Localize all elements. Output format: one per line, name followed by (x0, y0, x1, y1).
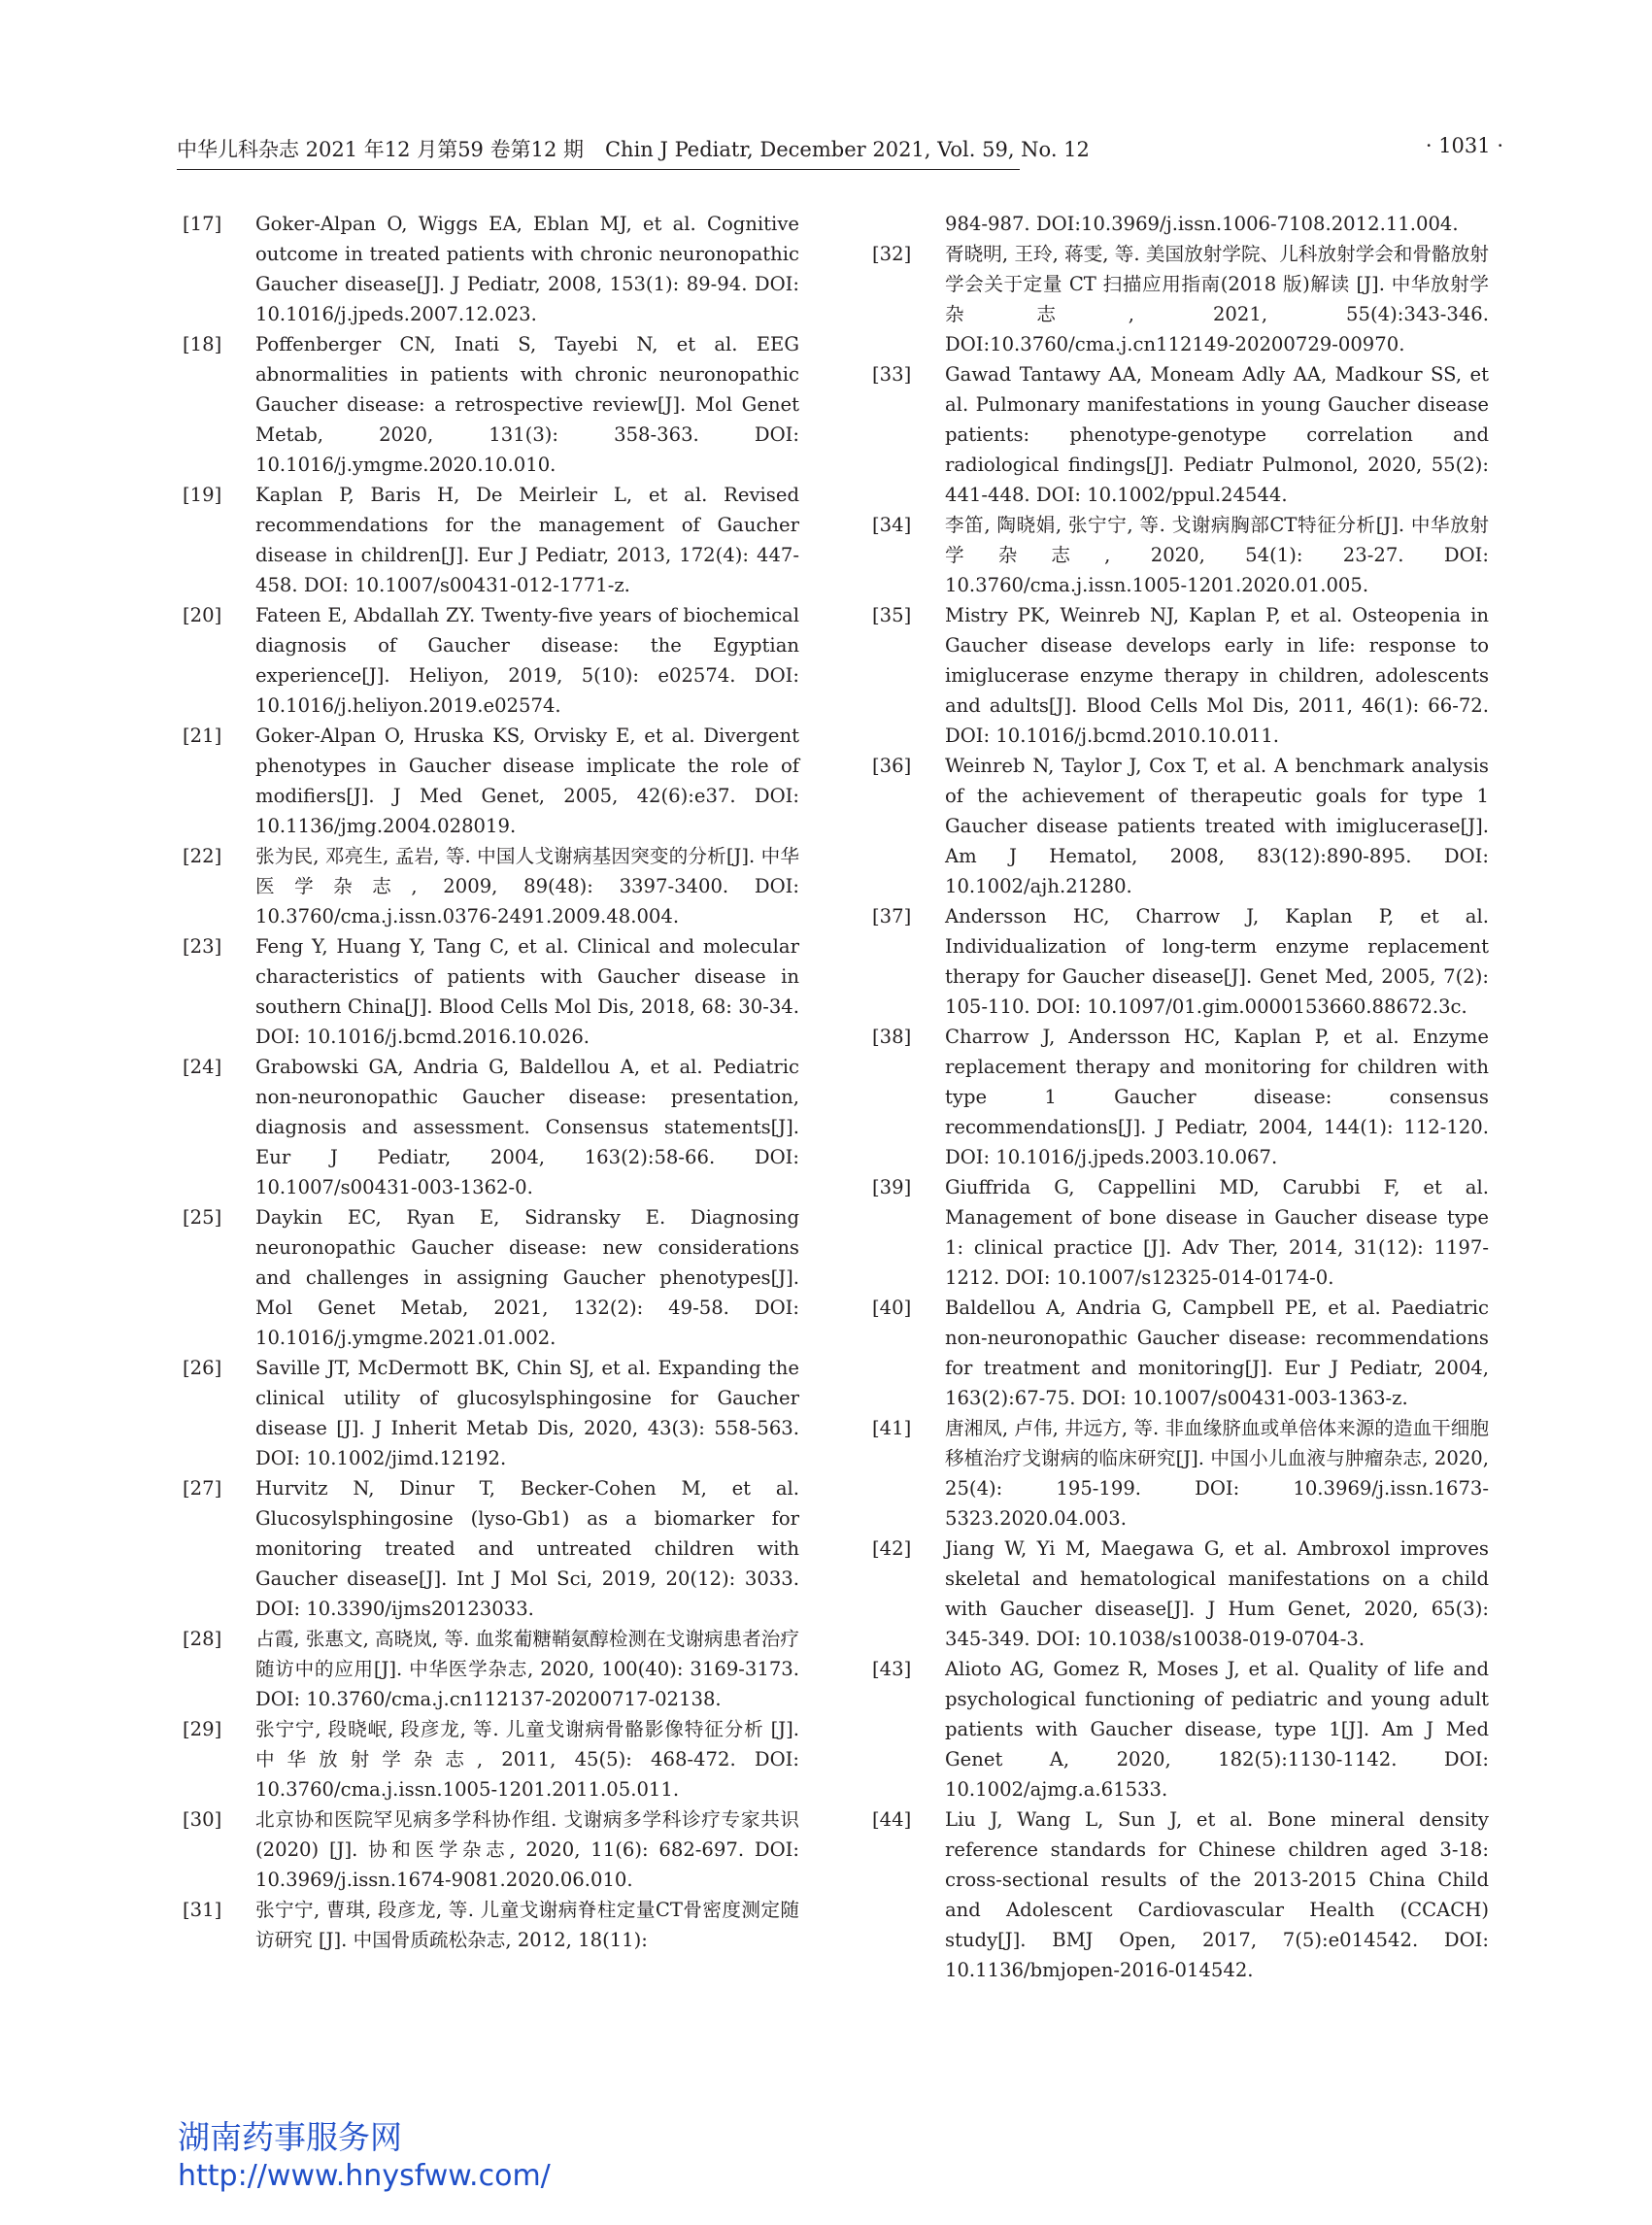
reference-text: Baldellou A, Andria G, Campbell PE, et al. Paediatric non-neuronopathic Gaucher disease: recommendations for treatment and monitoring[J]. Eur J Pediatr, 2004, 163(2):67-75. DOI: 10.1007/s00431-003-1363-z. (945, 1297, 1489, 1409)
reference-text: 北京协和医院罕见病多学科协作组. 戈谢病多学科诊疗专家共识(2020) [J]. 协和医学杂志, 2020, 11(6): 682-697. DOI: 10.3969/j.issn.1674-9081.2020.06.010. (255, 1808, 799, 1891)
reference-item (872, 1293, 1489, 1413)
reference-item (183, 1052, 799, 1202)
reference-number: [27] (183, 1477, 222, 1500)
reference-continuation: 984-987. DOI:10.3969/j.issn.1006-7108.2012.11.004. (945, 213, 1459, 235)
reference-number: [23] (183, 935, 222, 958)
reference-number: [33] (872, 363, 912, 386)
reference-text: Feng Y, Huang Y, Tang C, et al. Clinical and molecular characteristics of patients with Gaucher disease in southern China[J]. Blood Cells Mol Dis, 2018, 68: 30-34. DOI: 10.1016/j.bcmd.2016.10.026. (255, 935, 799, 1048)
reference-text: 张宁宁, 曹琪, 段彦龙, 等. 儿童戈谢病脊柱定量CT骨密度测定随访研究 [J]. 中国骨质疏松杂志, 2012, 18(11): (255, 1899, 799, 1951)
reference-text: Goker-Alpan O, Wiggs EA, Eblan MJ, et al. Cognitive outcome in treated patients with chronic neuronopathic Gaucher disease[J]. J Pediatr, 2008, 153(1): 89-94. DOI: 10.1016/j.jpeds.2007.12.023. (255, 213, 799, 325)
reference-text: Grabowski GA, Andria G, Baldellou A, et al. Pediatric non-neuronopathic Gaucher disease: presentation, diagnosis and assessment. Consensus statements[J]. Eur J Pediatr, 2004, 163(2):58-66. DOI: 10.1007/s00431-003-1362-0. (255, 1056, 799, 1198)
reference-number: [42] (872, 1537, 912, 1560)
reference-item (872, 1413, 1489, 1534)
reference-number: [17] (183, 213, 222, 235)
reference-text: Mistry PK, Weinreb NJ, Kaplan P, et al. Osteopenia in Gaucher disease develops early in life: response to imiglucerase enzyme therapy in children, adolescents and adults[J]. Blood Cells Mol Dis, 2011, 46(1): 66-72. DOI: 10.1016/j.bcmd.2010.10.011. (945, 604, 1489, 747)
reference-text: Kaplan P, Baris H, De Meirleir L, et al. Revised recommendations for the management of Gaucher disease in children[J]. Eur J Pediatr, 2013, 172(4): 447-458. DOI: 10.1007/s00431-012-1771-z. (255, 484, 799, 596)
reference-item (183, 841, 799, 931)
reference-number: [41] (872, 1417, 912, 1439)
references-left-column (183, 209, 799, 1955)
reference-text: Giuffrida G, Cappellini MD, Carubbi F, et al. Management of bone disease in Gaucher disease type 1: clinical practice [J]. Adv Ther, 2014, 31(12): 1197-1212. DOI: 10.1007/s12325-014-0174-0. (945, 1176, 1489, 1289)
reference-text: Goker-Alpan O, Hruska KS, Orvisky E, et al. Divergent phenotypes in Gaucher disease implicate the role of modifiers[J]. J Med Genet, 2005, 42(6):e37. DOI: 10.1136/jmg.2004.028019. (255, 725, 799, 837)
reference-text: Alioto AG, Gomez R, Moses J, et al. Quality of life and psychological functioning of pediatric and young adult patients with Gaucher disease, type 1[J]. Am J Med Genet A, 2020, 182(5):1130-1142. DOI: 10.1002/ajmg.a.61533. (945, 1658, 1489, 1801)
reference-number: [35] (872, 604, 912, 626)
reference-text: 张宁宁, 段晓岷, 段彦龙, 等. 儿童戈谢病骨骼影像特征分析 [J]. 中华放射学杂志, 2011, 45(5): 468-472. DOI: 10.3760/cma.j.issn.1005-1201.2011.05.011. (255, 1718, 799, 1801)
reference-text: 胥晓明, 王玲, 蒋雯, 等. 美国放射学院、儿科放射学会和骨骼放射学会关于定量 CT 扫描应用指南(2018 版)解读 [J]. 中华放射学杂志, 2021, 55(4):343-346. DOI:10.3760/cma.j.cn112149-20200729-00970. (945, 243, 1489, 355)
reference-text: Poffenberger CN, Inati S, Tayebi N, et al. EEG abnormalities in patients with chronic neuronopathic Gaucher disease: a retrospective review[J]. Mol Genet Metab, 2020, 131(3): 358-363. DOI: 10.1016/j.ymgme.2020.10.010. (255, 333, 799, 476)
reference-number: [30] (183, 1808, 222, 1831)
reference-item (872, 510, 1489, 600)
reference-number: [18] (183, 333, 222, 355)
reference-item (183, 931, 799, 1052)
reference-item (183, 1202, 799, 1353)
reference-number: [22] (183, 845, 222, 867)
reference-item (872, 1654, 1489, 1804)
reference-item (872, 1022, 1489, 1172)
reference-item (183, 1895, 799, 1955)
reference-number: [34] (872, 514, 912, 536)
reference-item (872, 239, 1489, 359)
reference-text: Fateen E, Abdallah ZY. Twenty-five years of biochemical diagnosis of Gaucher disease: the Egyptian experience[J]. Heliyon, 2019, 5(10): e02574. DOI: 10.1016/j.heliyon.2019.e02574. (255, 604, 799, 717)
reference-text: 张为民, 邓亮生, 孟岩, 等. 中国人戈谢病基因突变的分析[J]. 中华医学杂志, 2009, 89(48): 3397-3400. DOI: 10.3760/cma.j.issn.0376-2491.2009.48.004. (255, 845, 799, 927)
reference-text: Daykin EC, Ryan E, Sidransky E. Diagnosing neuronopathic Gaucher disease: new considerations and challenges in assigning Gaucher phenotypes[J]. Mol Genet Metab, 2021, 132(2): 49-58. DOI: 10.1016/j.ymgme.2021.01.002. (255, 1206, 799, 1349)
reference-number: [39] (872, 1176, 912, 1198)
reference-number: [26] (183, 1357, 222, 1379)
reference-text: 李笛, 陶晓娟, 张宁宁, 等. 戈谢病胸部CT特征分析[J]. 中华放射学杂志, 2020, 54(1): 23-27. DOI: 10.3760/cma.j.issn.1005-1201.2020.01.005. (945, 514, 1489, 596)
reference-text: Andersson HC, Charrow J, Kaplan P, et al. Individualization of long-term enzyme replacement therapy for Gaucher disease[J]. Genet Med, 2005, 7(2): 105-110. DOI: 10.1097/01.gim.0000153660.88672.3c. (945, 905, 1489, 1018)
reference-number: [40] (872, 1297, 912, 1319)
reference-text: 唐湘凤, 卢伟, 井远方, 等. 非血缘脐血或单倍体来源的造血干细胞移植治疗戈谢病的临床研究[J]. 中国小儿血液与肿瘤杂志, 2020, 25(4): 195-199. DOI: 10.3969/j.issn.1673-5323.2020.04.003. (945, 1417, 1489, 1530)
reference-number: [29] (183, 1718, 222, 1740)
running-header (177, 134, 1503, 167)
reference-number: [19] (183, 484, 222, 506)
reference-number: [25] (183, 1206, 222, 1229)
site-name: 湖南药事服务网 (178, 2118, 402, 2156)
reference-item (183, 1714, 799, 1804)
reference-item (872, 600, 1489, 751)
reference-number: [38] (872, 1026, 912, 1048)
reference-item (872, 751, 1489, 901)
reference-number: [36] (872, 755, 912, 777)
reference-text: Saville JT, McDermott BK, Chin SJ, et al. Expanding the clinical utility of glucosylsphingosine for Gaucher disease [J]. J Inherit Metab Dis, 2020, 43(3): 558-563. DOI: 10.1002/jimd.12192. (255, 1357, 799, 1469)
reference-item (872, 1804, 1489, 1985)
reference-item (183, 1624, 799, 1714)
reference-number: [31] (183, 1899, 222, 1921)
reference-item (872, 901, 1489, 1022)
reference-item (183, 1473, 799, 1624)
reference-text: Hurvitz N, Dinur T, Becker-Cohen M, et al. Glucosylsphingosine (lyso-Gb1) as a biomarker for monitoring treated and untreated children with Gaucher disease[J]. Int J Mol Sci, 2019, 20(12): 3033. DOI: 10.3390/ijms20123033. (255, 1477, 799, 1620)
reference-number: [21] (183, 725, 222, 747)
reference-text: Weinreb N, Taylor J, Cox T, et al. A benchmark analysis of the achievement of therapeutic goals for type 1 Gaucher disease patients treated with imiglucerase[J]. Am J Hematol, 2008, 83(12):890-895. DOI: 10.1002/ajh.21280. (945, 755, 1489, 897)
watermark-footer (178, 2117, 551, 2195)
page-number: · 1031 · (1425, 134, 1503, 157)
reference-text: Jiang W, Yi M, Maegawa G, et al. Ambroxol improves skeletal and hematological manifestations on a child with Gaucher disease[J]. J Hum Genet, 2020, 65(3): 345-349. DOI: 10.1038/s10038-019-0704-3. (945, 1537, 1489, 1650)
reference-number: [44] (872, 1808, 912, 1831)
reference-number: [37] (872, 905, 912, 927)
reference-text: Liu J, Wang L, Sun J, et al. Bone mineral density reference standards for Chinese children aged 3-18: cross-sectional results of the 2013-2015 China Child and Adolescent Cardiovascular Health (CCACH) study[J]. BMJ Open, 2017, 7(5):e014542. DOI: 10.1136/bmjopen-2016-014542. (945, 1808, 1489, 1981)
reference-text: 占霞, 张惠文, 高晓岚, 等. 血浆葡糖鞘氨醇检测在戈谢病患者治疗随访中的应用[J]. 中华医学杂志, 2020, 100(40): 3169-3173. DOI: 10.3760/cma.j.cn112137-20200717-02138. (255, 1628, 799, 1710)
site-url-link[interactable]: http://www.hnysfww.com/ (178, 2159, 551, 2193)
reference-text: Gawad Tantawy AA, Moneam Adly AA, Madkour SS, et al. Pulmonary manifestations in young Gaucher disease patients: phenotype-genotype correlation and radiological findings[J]. Pediatr Pulmonol, 2020, 55(2): 441-448. DOI: 10.1002/ppul.24544. (945, 363, 1489, 506)
reference-item (183, 329, 799, 480)
journal-title-en: Chin J Pediatr, December 2021, Vol. 59, No. 12 (604, 138, 1090, 161)
references-right-column (872, 209, 1489, 1985)
reference-item (872, 359, 1489, 510)
reference-item (183, 209, 799, 329)
reference-item (872, 1172, 1489, 1293)
reference-number: [20] (183, 604, 222, 626)
reference-number: [32] (872, 243, 912, 265)
journal-title-cn: 中华儿科杂志 2021 年12 月第59 卷第12 期 (177, 138, 584, 161)
reference-item (183, 1804, 799, 1895)
reference-item (183, 600, 799, 721)
reference-item (183, 1353, 799, 1473)
reference-number: [28] (183, 1628, 222, 1650)
reference-text: Charrow J, Andersson HC, Kaplan P, et al. Enzyme replacement therapy and monitoring for children with type 1 Gaucher disease: consensus recommendations[J]. J Pediatr, 2004, 144(1): 112-120. DOI: 10.1016/j.jpeds.2003.10.067. (945, 1026, 1489, 1168)
reference-item (183, 721, 799, 841)
reference-number: [24] (183, 1056, 222, 1078)
reference-number: [43] (872, 1658, 912, 1680)
reference-item (872, 1534, 1489, 1654)
journal-citation-line (177, 134, 1090, 170)
reference-item (183, 480, 799, 600)
